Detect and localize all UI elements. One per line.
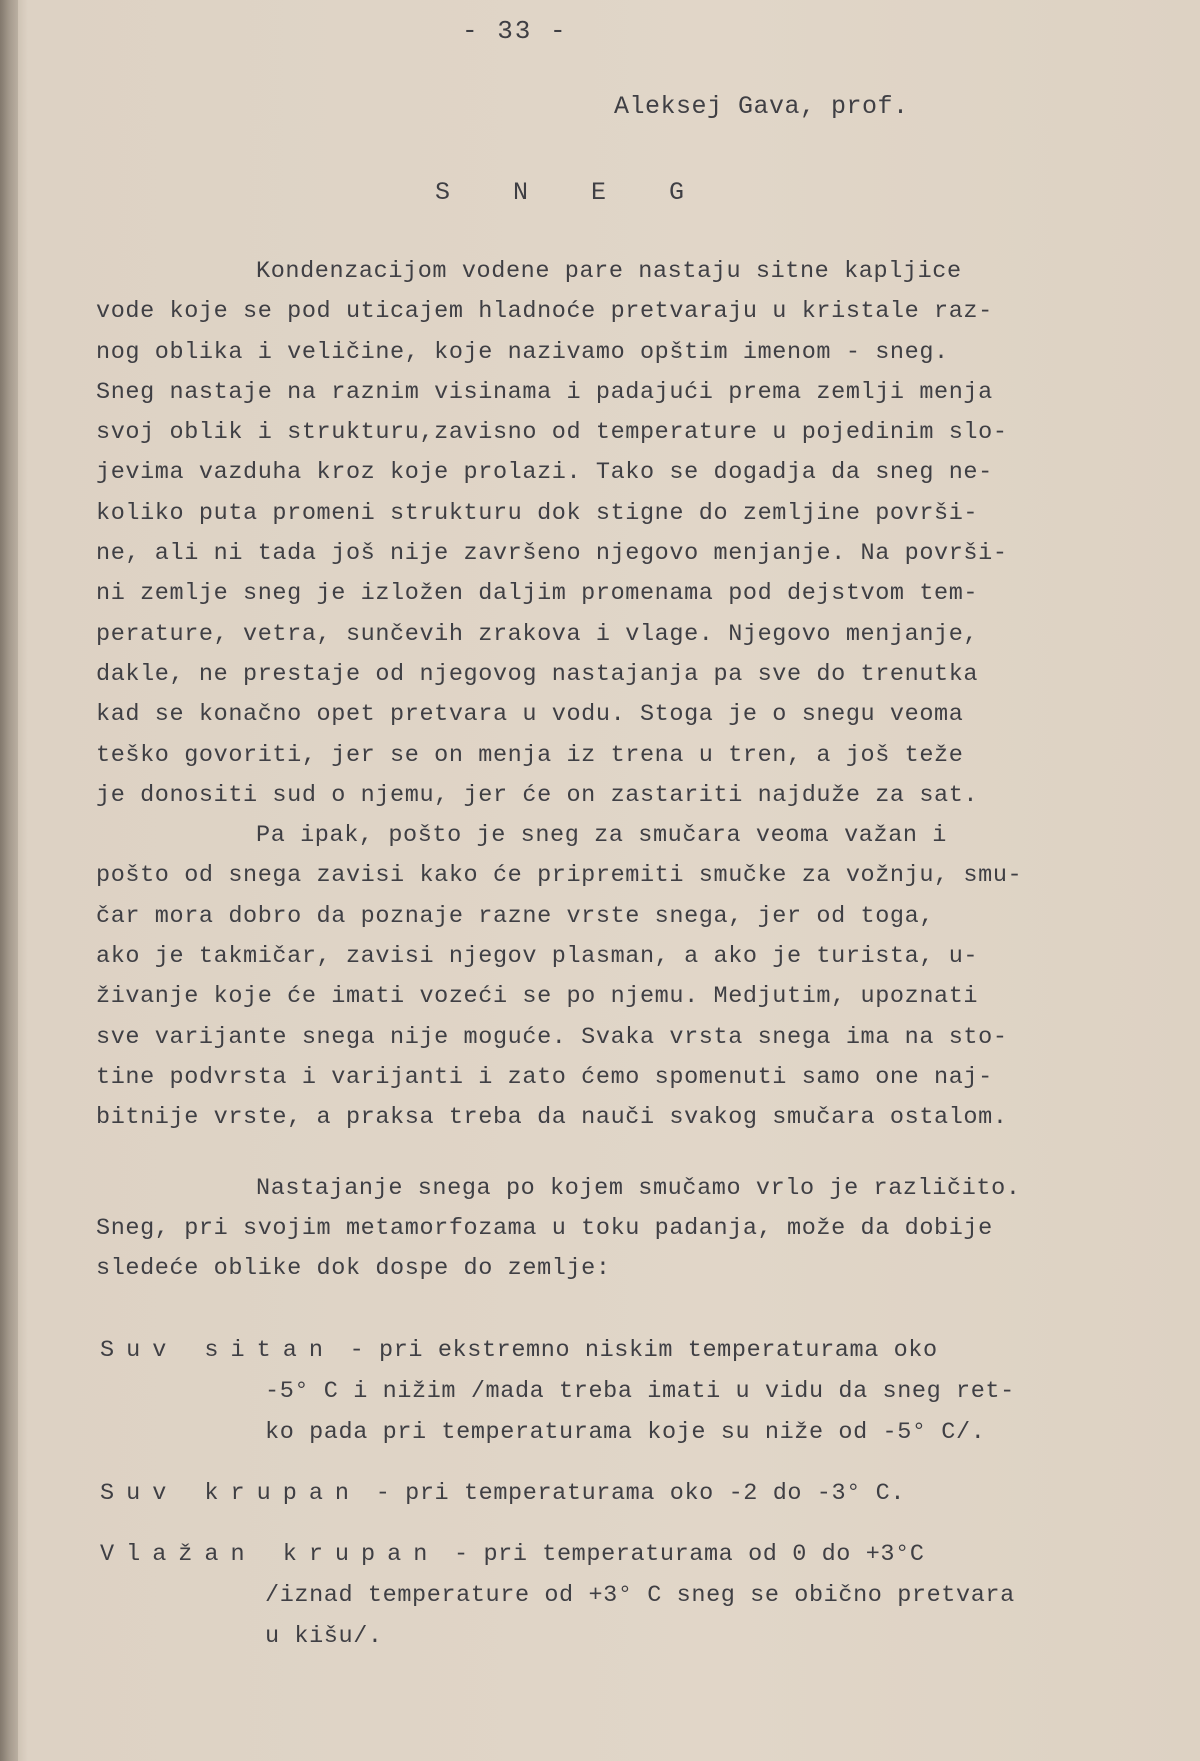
text-line: ni zemlje sneg je izložen daljim promenama pod dejstvom tem- [96,580,979,608]
text-line: sve varijante snega nije moguće. Svaka vrsta snega ima na sto- [96,1023,1008,1051]
text-line: čar mora dobro da poznaje razne vrste snega, jer od toga, [96,902,935,930]
snow-type-name: Suv krupan [100,1480,362,1507]
text-line: perature, vetra, sunčevih zrakova i vlage. Njegovo menjanje, [96,620,979,648]
paragraph [96,1169,1126,1290]
snow-type-description: - pri temperaturama oko -2 do -3° C. [361,1480,906,1507]
text-line: dakle, ne prestaje od njegovog nastajanja pa sve do trenutka [96,660,979,688]
text-line: pošto od snega zavisi kako će pripremiti smučke za vožnju, smu- [96,862,1023,890]
snow-type-continuation: /iznad temperature od +3° C sneg se obično pretvara [265,1582,1015,1609]
snow-type-name: Suv sitan [100,1337,335,1364]
text-line: sledeće oblike dok dospe do zemlje: [96,1255,611,1283]
paragraph-gap [96,1139,1126,1169]
snow-type-first-line [100,1534,1130,1575]
snow-type-first-line [100,1473,1130,1514]
text-line: Pa ipak, pošto je sneg za smučara veoma važan i [256,822,948,850]
article-title: S N E G [435,178,709,207]
snow-type-item [100,1534,1130,1657]
snow-type-continuation: u kišu/. [265,1623,383,1650]
text-line: svoj oblik i strukturu,zavisno od temperature u pojedinim slo- [96,419,1008,447]
snow-type-description: - pri temperaturama od 0 do +3°C [439,1541,925,1568]
text-line: kad se konačno opet pretvara u vodu. Stoga je o snegu veoma [96,701,964,729]
text-line: koliko puta promeni strukturu dok stigne do zemljine površi- [96,499,979,527]
text-line: ako je takmičar, zavisi njegov plasman, a ako je turista, u- [96,943,979,971]
snow-type-continuation: -5° C i nižim /mada treba imati u vidu da sneg ret- [265,1378,1015,1405]
paragraph [96,816,1126,1138]
text-line: Sneg nastaje na raznim visinama i padajući prema zemlji menja [96,378,993,406]
text-line: jevima vazduha kroz koje prolazi. Tako se dogadja da sneg ne- [96,459,993,487]
text-line: živanje koje će imati vozeći se po njemu. Medjutim, upoznati [96,983,979,1011]
text-line: ne, ali ni tada još nije završeno njegovo menjanje. Na površi- [96,540,1008,568]
text-line: je donositi sud o njemu, jer će on zastariti najduže za sat. [96,781,979,809]
snow-type-item [100,1330,1130,1453]
text-line: Kondenzacijom vodene pare nastaju sitne kapljice [256,258,962,285]
snow-type-first-line [100,1330,1130,1371]
text-line: vode koje se pod uticajem hladnoće pretvaraju u kristale raz- [96,298,993,326]
author-line: Aleksej Gava, prof. [614,92,909,121]
snow-type-item [100,1473,1130,1514]
article-body [96,252,1126,1289]
page-number: - 33 - [462,16,568,46]
paragraph [96,252,1126,816]
text-line: Nastajanje snega po kojem smučamo vrlo je različito. [256,1174,1021,1202]
text-line: Sneg, pri svojim metamorfozama u toku padanja, može da dobije [96,1214,993,1242]
text-line: teško govoriti, jer se on menja iz trena u tren, a još teže [96,741,964,769]
snow-type-description: - pri ekstremno niskim temperaturama oko [334,1337,938,1364]
text-line: bitnije vrste, a praksa treba da nauči svakog smučara ostalom. [96,1104,1008,1132]
binding-shadow [0,0,18,1761]
snow-type-continuation: ko pada pri temperaturama koje su niže od -5° C/. [265,1419,986,1446]
snow-types-list [100,1330,1130,1677]
text-line: tine podvrsta i varijanti i zato ćemo spomenuti samo one naj- [96,1063,993,1091]
snow-type-name: Vlažan krupan [100,1541,440,1568]
text-line: nog oblika i veličine, koje nazivamo opštim imenom - sneg. [96,338,949,366]
